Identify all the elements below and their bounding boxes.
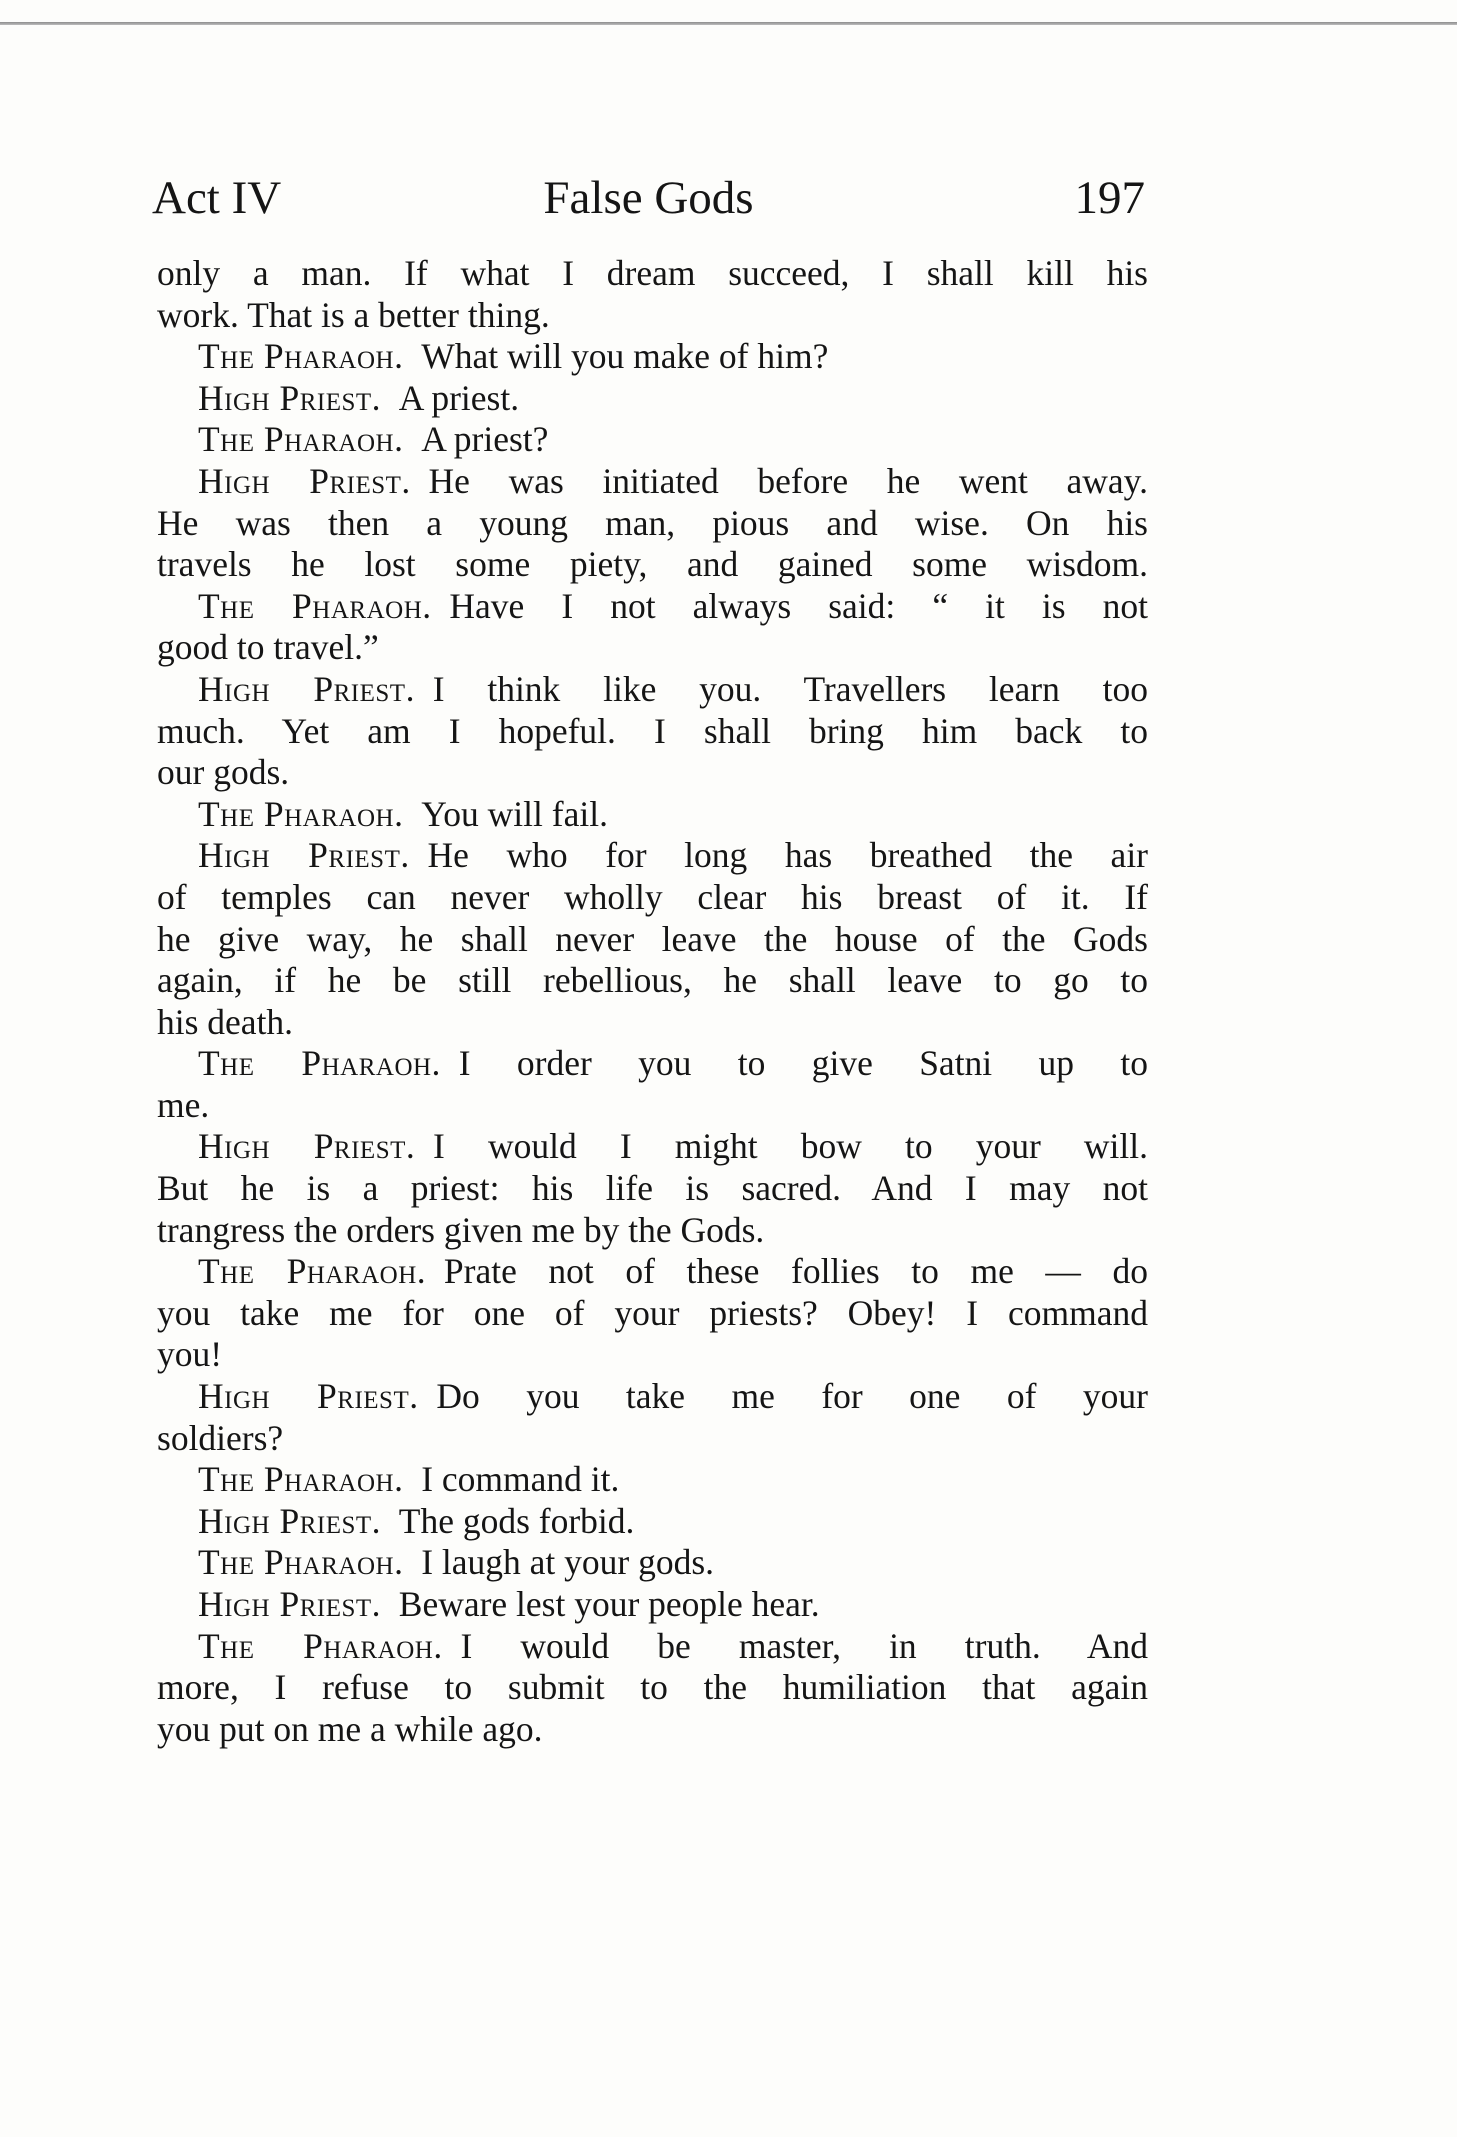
book-title: False Gods <box>543 172 754 224</box>
speaker-name: High Priest. <box>198 835 410 876</box>
text-line <box>157 835 1148 877</box>
line-text: again, if he be still rebellious, he shall leave to go to <box>157 960 1148 1001</box>
text-line <box>157 711 1148 753</box>
speaker-name: The Pharaoh. <box>198 1251 427 1292</box>
line-text: I order you to give Satni up to <box>458 1043 1148 1084</box>
text-line <box>157 1418 1148 1460</box>
text-line <box>157 1293 1148 1335</box>
line-text: He was initiated before he went away. <box>428 460 1149 501</box>
line-text: I command it. <box>421 1459 620 1500</box>
line-text: work. That is a better thing. <box>157 294 550 335</box>
text-line <box>157 544 1148 586</box>
line-text: travels he lost some piety, and gained some wisdom. <box>157 544 1148 585</box>
text-line <box>157 1501 1148 1543</box>
line-text: I laugh at your gods. <box>421 1542 715 1583</box>
top-rule <box>0 22 1457 25</box>
text-line <box>157 1210 1148 1252</box>
text-line <box>157 877 1148 919</box>
line-text: good to travel.” <box>157 627 379 668</box>
line-text: trangress the orders given me by the Gods. <box>157 1209 765 1250</box>
speaker-name: The Pharaoh. <box>198 419 404 460</box>
line-text: of temples can never wholly clear his breast of it. If <box>157 876 1148 917</box>
text-line <box>157 1584 1148 1626</box>
text-line <box>157 461 1148 503</box>
text-line <box>157 1002 1148 1044</box>
line-text: He who for long has breathed the air <box>427 835 1149 876</box>
speaker-name: High Priest. <box>198 1126 416 1167</box>
line-text: much. Yet am I hopeful. I shall bring him back to <box>157 710 1148 751</box>
text-line <box>157 960 1148 1002</box>
text-line <box>157 752 1148 794</box>
text-line <box>157 1168 1148 1210</box>
speaker-name: The Pharaoh. <box>198 1542 404 1583</box>
line-text: But he is a priest: his life is sacred. And I may not <box>157 1168 1148 1209</box>
text-line <box>157 919 1148 961</box>
text-line <box>157 586 1148 628</box>
line-text: You will fail. <box>421 793 608 834</box>
dialogue-text <box>157 253 1148 1750</box>
text-line <box>157 1667 1148 1709</box>
text-line <box>157 419 1148 461</box>
speaker-name: High Priest. <box>198 1500 382 1541</box>
speaker-name: High Priest. <box>198 668 415 709</box>
speaker-name: High Priest. <box>198 377 382 418</box>
line-text: our gods. <box>157 752 290 793</box>
act-label: Act IV <box>152 172 282 224</box>
line-text: he give way, he shall never leave the house of the Gods <box>157 918 1148 959</box>
line-text: me. <box>157 1084 210 1125</box>
line-text: A priest. <box>398 377 520 418</box>
speaker-name: The Pharaoh. <box>198 1459 404 1500</box>
speaker-name: The Pharaoh. <box>198 793 404 834</box>
speaker-name: The Pharaoh. <box>198 585 432 626</box>
speaker-name: High Priest. <box>198 1584 382 1624</box>
speaker-name: The Pharaoh. <box>198 336 404 377</box>
text-line <box>157 669 1148 711</box>
text-line <box>157 1459 1148 1501</box>
text-line <box>157 503 1148 545</box>
text-line <box>157 378 1148 420</box>
speaker-name: The Pharaoh. <box>198 1043 441 1084</box>
text-line <box>157 1626 1148 1668</box>
line-text: more, I refuse to submit to the humiliation that again <box>157 1667 1148 1708</box>
line-text: only a man. If what I dream succeed, I shall kill his <box>157 253 1148 293</box>
line-text: you put on me a while ago. <box>157 1708 543 1749</box>
text-line <box>157 253 1148 295</box>
speaker-name: The Pharaoh. <box>198 1625 443 1666</box>
line-text: I think like you. Travellers learn too <box>432 668 1149 709</box>
text-line <box>157 1709 1148 1751</box>
text-line <box>157 627 1148 669</box>
line-text: Beware lest your people hear. <box>398 1584 820 1624</box>
line-text: He was then a young man, pious and wise. On his <box>157 502 1148 543</box>
line-text: Have I not always said: “ it is not <box>449 585 1148 626</box>
text-line <box>157 295 1148 337</box>
line-text: A priest? <box>421 419 549 460</box>
text-line <box>157 1542 1148 1584</box>
text-line <box>157 1376 1148 1418</box>
speaker-name: High Priest. <box>198 1376 419 1417</box>
text-line <box>157 336 1148 378</box>
line-text: What will you make of him? <box>421 336 829 377</box>
text-line <box>157 1251 1148 1293</box>
text-line <box>157 1334 1148 1376</box>
line-text: his death. <box>157 1001 294 1042</box>
line-text: you! <box>157 1334 223 1375</box>
text-line <box>157 1043 1148 1085</box>
line-text: soldiers? <box>157 1417 284 1458</box>
line-text: Prate not of these follies to me — do <box>443 1251 1148 1292</box>
line-text: you take me for one of your priests? Obey! I command <box>157 1292 1148 1333</box>
text-line <box>157 1085 1148 1127</box>
running-header <box>152 168 1145 228</box>
line-text: I would be master, in truth. And <box>460 1625 1149 1666</box>
text-line <box>157 1126 1148 1168</box>
line-text: I would I might bow to your will. <box>433 1126 1149 1167</box>
page-number: 197 <box>1074 172 1145 224</box>
speaker-name: High Priest. <box>198 460 411 501</box>
line-text: Do you take me for one of your <box>436 1376 1148 1417</box>
text-line <box>157 794 1148 836</box>
line-text: The gods forbid. <box>398 1500 635 1541</box>
